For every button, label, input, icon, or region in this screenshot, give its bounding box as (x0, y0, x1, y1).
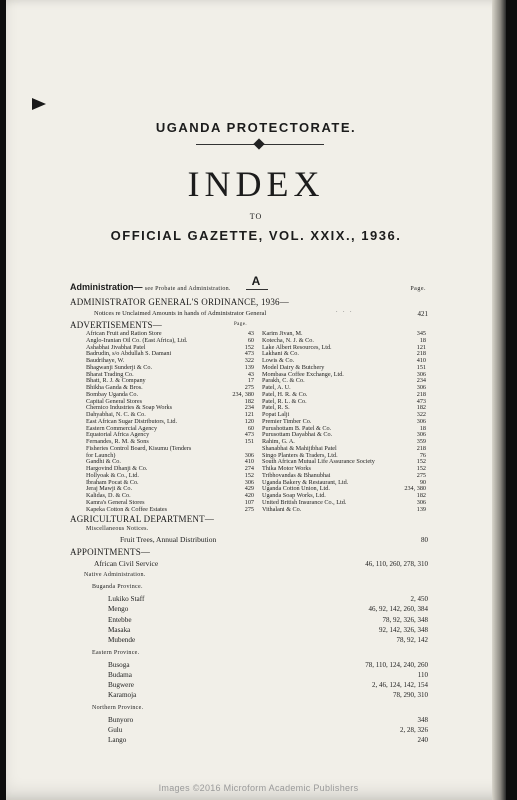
district-pages: 348 (417, 715, 428, 724)
district-label: Mubende (108, 636, 136, 645)
advertiser-name: United British Insurance Co., Ltd. (262, 498, 347, 506)
agricultural-heading: AGRICULTURAL DEPARTMENT— (70, 514, 215, 524)
advertiser-page: 18 (419, 336, 426, 344)
african-civil-service-pages: 46, 110, 260, 278, 310 (365, 560, 428, 568)
agricultural-subheading: Miscellaneous Notices. (86, 526, 149, 532)
administrator-page: 421 (417, 310, 428, 318)
watermark: Images ©2016 Microform Academic Publishers (158, 783, 359, 793)
advertiser-name: Patel, H. R. & Co. (262, 390, 308, 398)
advertiser-page: 139 (244, 363, 254, 371)
african-civil-service-label: African Civil Service (94, 559, 159, 568)
advertiser-page: 60 (247, 424, 254, 432)
advertiser-name: Kapeka Cotton & Coffee Estates (86, 505, 167, 513)
advertiser-name: South African Mutual Life Assurance Society (262, 458, 375, 466)
advertiser-page: 120 (244, 417, 254, 425)
advertiser-name: Kotecha, N. J. & Co. (262, 336, 314, 344)
advertiser-page: 473 (244, 431, 254, 439)
advertiser-name: Equatorial Africa Agency (86, 431, 150, 439)
advertiser-name: Thika Motor Works (262, 465, 311, 472)
district-label: Lango (108, 736, 127, 745)
index-title: INDEX (187, 164, 325, 204)
district-pages: 2, 46, 124, 142, 154 (372, 681, 428, 690)
advertiser-page: 218 (416, 390, 426, 398)
advertiser-page: 107 (244, 498, 254, 506)
advertisement-row-right (262, 506, 426, 513)
advertiser-page: 306 (244, 451, 254, 459)
gazette-page: UGANDA PROTECTORATE. INDEX TO OFFICIAL GAZETTE, VOL. XXIX., 1936. A Administration— see Probate and Administration. Page. ADMINISTRATOR GENERAL'S ORDINANCE, 1936— Notices re Unclaimed Amounts in hands of Administrator General . . . 421 ADVERTISEMENTS— Page. African Fruit and Ration Store 43 Anglo-Iranian Oil Co. (East Africa), Ltd. 60 Ashabhai Jivabhai Patel 152 Badrudin, s/o Abdullah S. Damani 473 Baudrihaye, W. 322 Bhagwanji Sunderji & Co. 139 Bharat Trading Co. 43 Bhatt, R. J. & Company 17 Bhikha Ganda & Bros. 275 Bombay Uganda Co. 234, 380 Capital General Stores 182 Chemico Industries & Soap Works 234 Dahyabhai, N. C. & Co. 121 East African Sugar Distributors, Ltd. 120 Eastern Commercial Agency 60 Equatorial Africa Agency 473 Fernandes, R. M. & Sons 151 Fisheries Control Board, Kisumu (Tenders for Launch) 306 Gandhi & Co. 410 Hargovind Dhanji & Co. 274 Hollyoak & Co., Ltd. 152 Ibraham Pocat & Co. 306 Jeraj Mawji & Co. 429 Kalidas, D. & Co. 420 Kamra's General Stores 107 Kapeka Cotton & Coffee Estates 275 Karim Jivan, M. 345 Kotecha, N. J. & Co. 18 Lake Albert Resources, Ltd. 121 Lakhani & Co. 218 Lowis & Co. 410 Model Dairy & Butchery 151 Mombasa Coffee Exchange, Ltd. 306 Parakh, C. & Co. 234 Patel, A. U. 306 Patel, H. R. & Co. 218 Patel, R. L. & Co. 473 Patel, R. S. 182 Popat Lalji 322 Premier Timber Co. 306 Purushottam B. Patel & Co. 18 Purusottam Dayabhai & Co. 306 Rahim, G. A. 359 Shanabhai & Mahijibhai Patel 218 Singo Planters & Traders, Ltd. 76 South African Mutual Life Assurance Society 152 Thika Motor Works 152 Tribhovandas & Bhanubhai 275 Uganda Bakery & Restaurant, Ltd. 90 Uganda Cotton Union, Ltd. 234, 380 Uganda Soap Works, Ltd. 182 United British Insurance Co., Ltd. 306 Vithalani & Co. 139 AGRICULTURAL DEPARTMENT— Miscellaneous Notices. Fruit Trees, Annual Distribution 80 APPOINTMENTS— African Civil Service 46, 110, 260, 278, 310 Native Administration. Buganda Province. Lukiko Staff 2, 450 Mengo 46, 92, 142, 260, 384 Entebbe 78, 92, 326, 348 Masaka 92, 142, 326, 348 Mubende 78, 92, 142 Eastern Province. Busoga 78, 110, 124, 240, 260 Budama 110 Bugwere 2, 46, 124, 142, 154 Karamoja 78, 290, 310 Northern Province. Bunyoro 348 Gulu 2, 28, 326 Lango 240 (6, 0, 506, 800)
advertiser-page: 234 (244, 404, 254, 412)
advertiser-name: Bhikha Ganda & Bros. (86, 384, 143, 391)
advertiser-name: Rahim, G. A. (262, 438, 295, 445)
advertiser-name: Ashabhai Jivabhai Patel (86, 343, 146, 351)
advertiser-name: Gandhi & Co. (86, 458, 121, 466)
advertiser-name: Karim Jivan, M. (262, 330, 303, 337)
agricultural-item: Fruit Trees, Annual Distribution (120, 535, 217, 544)
advertiser-name: Capital General Stores (86, 397, 143, 405)
district-pages: 78, 92, 326, 348 (382, 615, 428, 624)
advertiser-page: 420 (244, 492, 254, 499)
agricultural-page: 80 (421, 536, 428, 544)
advertiser-page: 234, 380 (404, 485, 426, 493)
district-label: Busoga (108, 660, 130, 669)
province-heading: Northern Province. (92, 704, 144, 711)
page-column-label: Page. (410, 286, 426, 292)
advertisements-heading: ADVERTISEMENTS— (70, 320, 162, 330)
advertiser-name: Patel, R. L. & Co. (262, 397, 307, 405)
advertiser-name: Mombasa Coffee Exchange, Ltd. (262, 370, 344, 378)
province-heading: Eastern Province. (92, 649, 140, 656)
advertiser-page: 234, 380 (232, 390, 254, 398)
administration-see: see Probate and Administration. (144, 286, 231, 292)
advertiser-page: 234 (416, 377, 426, 385)
district-label: Entebbe (108, 615, 132, 624)
advertiser-name: Fisheries Control Board, Kisumu (Tenders (86, 444, 192, 452)
district-label: Gulu (108, 726, 123, 734)
advertiser-page: 182 (416, 492, 426, 499)
advertiser-page: 473 (416, 397, 426, 405)
advertiser-page: 275 (416, 471, 426, 479)
district-pages: 78, 110, 124, 240, 260 (365, 660, 428, 669)
advertiser-name: Chemico Industries & Soap Works (86, 404, 173, 412)
district-pages: 46, 92, 142, 260, 384 (368, 605, 428, 614)
letter-underline (246, 289, 268, 290)
advertiser-page: 60 (247, 336, 254, 344)
advertiser-page: 43 (247, 370, 254, 378)
advertiser-page: 90 (419, 478, 426, 486)
advertiser-page: 359 (416, 438, 426, 445)
district-label: Lukiko Staff (108, 595, 145, 603)
advertisements-page-label: Page. (234, 322, 247, 327)
to-label: TO (249, 212, 263, 221)
district-pages: 92, 142, 326, 348 (379, 625, 428, 634)
advertiser-name: Eastern Commercial Agency (86, 424, 158, 432)
district-pages: 2, 450 (410, 595, 428, 603)
advertiser-page: 306 (244, 478, 254, 486)
district-pages: 110 (417, 670, 428, 679)
native-administration-label: Native Administration. (84, 572, 146, 578)
advertiser-name: Badrudin, s/o Abdullah S. Damani (86, 350, 172, 358)
advertiser-page: 322 (244, 357, 254, 364)
advertiser-name: Lake Albert Resources, Ltd. (262, 343, 332, 351)
advertiser-name: Bombay Uganda Co. (86, 390, 139, 398)
advertiser-name: Patel, R. S. (262, 404, 290, 412)
advertiser-page: 152 (416, 458, 426, 466)
district-pages: 240 (417, 736, 428, 745)
advertiser-name: East African Sugar Distributors, Ltd. (86, 417, 178, 425)
advertiser-name: Vithalani & Co. (262, 505, 302, 513)
advertiser-name: Uganda Soap Works, Ltd. (262, 492, 326, 499)
advertiser-name: Singo Planters & Traders, Ltd. (262, 451, 338, 459)
district-label: Bunyoro (108, 715, 134, 724)
advertiser-page: 306 (416, 417, 426, 425)
administration-entry (70, 282, 231, 292)
advertiser-name: Patel, A. U. (262, 384, 291, 391)
gazette-title: OFFICIAL GAZETTE, VOL. XXIX., 1936. (110, 228, 402, 243)
protectorate-heading: UGANDA PROTECTORATE. (155, 120, 357, 135)
advertiser-name: African Fruit and Ration Store (86, 330, 162, 337)
advertiser-name: for Launch) (86, 451, 116, 459)
advertiser-name: Anglo-Iranian Oil Co. (East Africa), Ltd. (86, 336, 188, 344)
advertiser-page: 121 (416, 343, 426, 351)
advertiser-name: Parakh, C. & Co. (262, 377, 305, 385)
advertiser-page: 275 (244, 384, 254, 391)
advertiser-page: 151 (416, 363, 426, 371)
advertiser-name: Premier Timber Co. (262, 417, 312, 425)
advertiser-page: 218 (416, 444, 426, 452)
advertiser-page: 275 (244, 505, 254, 513)
advertiser-name: Ibraham Pocat & Co. (86, 478, 139, 486)
advertiser-page: 152 (244, 471, 254, 479)
district-pages: 78, 92, 142 (396, 636, 428, 645)
advertiser-name: Baudrihaye, W. (86, 357, 125, 364)
advertiser-page: 410 (244, 458, 254, 466)
advertiser-name: Dahyabhai, N. C. & Co. (86, 411, 146, 418)
advertiser-name: Bhagwanji Sunderji & Co. (86, 363, 152, 371)
administration-label: Administration— (70, 282, 143, 292)
advertiser-page: 306 (416, 384, 426, 391)
administrator-heading: ADMINISTRATOR GENERAL'S ORDINANCE, 1936— (70, 297, 289, 307)
advertiser-name: Lowis & Co. (262, 357, 295, 364)
advertiser-name: Tribhovandas & Bhanubhai (262, 471, 331, 479)
advertiser-page: 18 (419, 424, 426, 432)
advertiser-page: 43 (247, 330, 254, 337)
advertiser-name: Shanabhai & Mahijibhai Patel (262, 444, 337, 452)
advertiser-name: Kalidas, D. & Co. (86, 492, 131, 499)
advertisement-row-left (86, 506, 254, 513)
advertiser-page: 151 (244, 438, 254, 445)
advertiser-name: Popat Lalji (262, 411, 290, 418)
advertiser-name: Hollyoak & Co., Ltd. (86, 471, 139, 479)
district-label: Budama (108, 670, 132, 679)
advertiser-page: 306 (416, 431, 426, 439)
advertiser-name: Kamra's General Stores (86, 498, 145, 506)
district-label: Karamoja (108, 691, 137, 700)
advertiser-name: Purusottam Dayabhai & Co. (262, 431, 333, 439)
advertiser-name: Hargovind Dhanji & Co. (86, 465, 148, 472)
advertiser-name: Jeraj Mawji & Co. (86, 485, 133, 493)
advertiser-name: Bharat Trading Co. (86, 370, 134, 378)
advertiser-name: Uganda Cotton Union, Ltd. (262, 485, 330, 493)
advertiser-page: 182 (416, 404, 426, 412)
advertiser-name: Bhatt, R. J. & Company (86, 377, 146, 385)
advertiser-name: Lakhani & Co. (262, 350, 299, 358)
district-pages: 2, 28, 326 (400, 726, 428, 734)
province-heading: Buganda Province. (92, 584, 143, 590)
advertiser-name: Uganda Bakery & Restaurant, Ltd. (262, 478, 349, 486)
advertiser-page: 322 (416, 411, 426, 418)
district-pages: 78, 290, 310 (393, 691, 428, 700)
district-label: Bugwere (108, 681, 134, 690)
advertiser-name: Model Dairy & Butchery (262, 363, 325, 371)
advertiser-page: 152 (244, 343, 254, 351)
advertiser-page: 139 (416, 505, 426, 513)
advertiser-page: 121 (244, 411, 254, 418)
appointments-heading: APPOINTMENTS— (70, 547, 151, 557)
advertiser-page: 410 (416, 357, 426, 364)
advertiser-page: 218 (416, 350, 426, 358)
advertiser-page: 345 (416, 330, 426, 337)
advertiser-name: Purushottam B. Patel & Co. (262, 424, 332, 432)
advertiser-page: 473 (244, 350, 254, 358)
advertiser-page: 274 (244, 465, 254, 472)
advertiser-page: 429 (244, 485, 254, 493)
punch-hole-mark (32, 98, 46, 110)
district-label: Mengo (108, 605, 129, 614)
administrator-notice: Notices re Unclaimed Amounts in hands of Administrator General (94, 310, 267, 317)
advertiser-page: 152 (416, 465, 426, 472)
advertiser-page: 76 (419, 451, 426, 459)
district-label: Masaka (108, 625, 131, 634)
rule-diamond-ornament (253, 138, 264, 149)
advertiser-page: 182 (244, 397, 254, 405)
advertiser-page: 17 (247, 377, 254, 385)
advertiser-page: 306 (416, 370, 426, 378)
advertiser-page: 306 (416, 498, 426, 506)
section-letter: A (251, 274, 261, 288)
advertiser-name: Fernandes, R. M. & Sons (86, 438, 149, 445)
